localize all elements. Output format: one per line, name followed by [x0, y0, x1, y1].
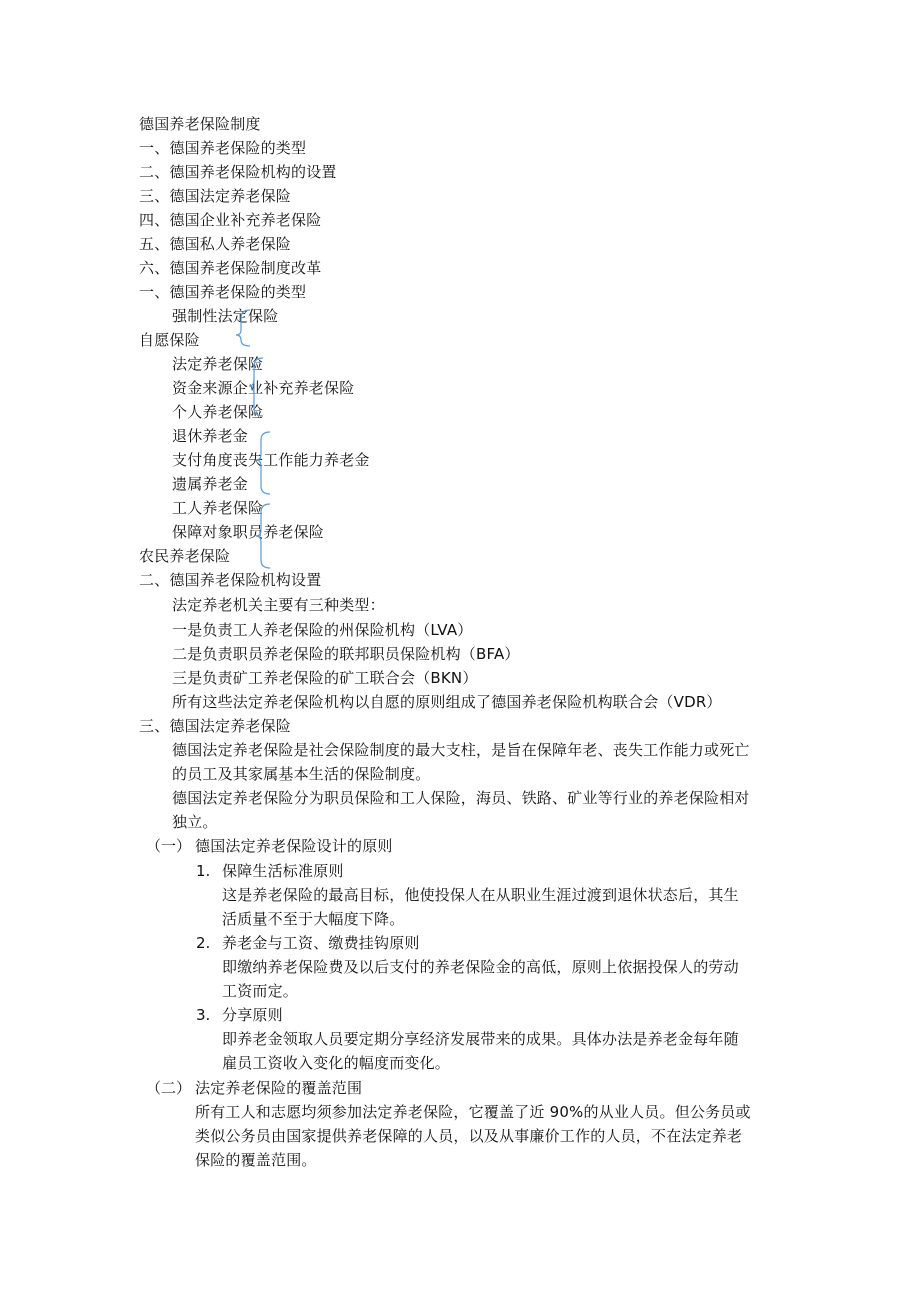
- list-item-title: 保障生活标准原则: [222, 862, 344, 880]
- toc-item: 三、德国法定养老保险: [139, 187, 292, 205]
- paragraph-line: 二是负责职员养老保险的联邦职员保险机构（BFA）: [172, 645, 520, 663]
- outline-line: 支付角度丧失工作能力养老金: [172, 451, 370, 469]
- paragraph-line: 一是负责工人养老保险的州保险机构（LVA）: [172, 621, 473, 639]
- paragraph-line: 德国法定养老保险是社会保险制度的最大支柱，是旨在保障年老、丧失工作能力或死亡: [172, 741, 750, 759]
- subsection-label: （一）: [146, 837, 192, 855]
- toc-item: 五、德国私人养老保险: [139, 235, 292, 253]
- outline-line: 强制性法定保险: [172, 307, 279, 325]
- paragraph-line: 德国法定养老保险分为职员保险和工人保险，海员、铁路、矿业等行业的养老保险相对: [172, 789, 750, 807]
- brace-covered: [256, 504, 270, 568]
- brace-payment: [256, 432, 270, 494]
- section-heading: 一、德国养老保险的类型: [139, 283, 307, 301]
- toc-item: 一、德国养老保险的类型: [139, 139, 307, 157]
- outline-line: 法定养老保险: [172, 355, 264, 373]
- paragraph-line: 所有工人和志愿均须参加法定养老保险，它覆盖了近 90%的从业人员。但公务员或: [195, 1103, 751, 1121]
- brace-mandatory-voluntary: [236, 310, 250, 346]
- outline-line: 农民养老保险: [139, 547, 231, 565]
- list-number: 2.: [196, 934, 211, 952]
- toc-item: 二、德国养老保险机构的设置: [139, 163, 337, 181]
- paragraph-line: 法定养老机关主要有三种类型：: [172, 596, 385, 614]
- paragraph-line: 保险的覆盖范围。: [195, 1151, 317, 1169]
- list-item-body: 即养老金领取人员要定期分享经济发展带来的成果。具体办法是养老金每年随: [222, 1030, 739, 1048]
- list-item-body: 这是养老保险的最高目标，他使投保人在从职业生涯过渡到退休状态后，其生: [222, 886, 739, 904]
- outline-line: 工人养老保险: [172, 499, 264, 517]
- outline-line: 保障对象职员养老保险: [172, 523, 325, 541]
- paragraph-line: 独立。: [172, 813, 218, 831]
- list-number: 1.: [196, 862, 211, 880]
- toc-item: 六、德国养老保险制度改革: [139, 259, 322, 277]
- list-item-body: 活质量不至于大幅度下降。: [222, 910, 405, 928]
- paragraph-line: 所有这些法定养老保险机构以自愿的原则组成了德国养老保险机构联合会（VDR）: [172, 693, 722, 711]
- list-item-body: 工资而定。: [222, 982, 299, 1000]
- subsection-label: （二）: [146, 1079, 192, 1097]
- list-item-title: 分享原则: [222, 1006, 283, 1024]
- list-item-title: 养老金与工资、缴费挂钩原则: [222, 934, 420, 952]
- outline-line: 个人养老保险: [172, 403, 264, 421]
- doc-title: 德国养老保险制度: [139, 115, 261, 133]
- outline-line: 退休养老金: [172, 427, 249, 445]
- subsection-heading: 德国法定养老保险设计的原则: [195, 837, 393, 855]
- brace-funding: [249, 358, 263, 416]
- paragraph-line: 的员工及其家属基本生活的保险制度。: [172, 765, 431, 783]
- list-number: 3.: [196, 1006, 211, 1024]
- toc-item: 四、德国企业补充养老保险: [139, 211, 322, 229]
- section-heading: 二、德国养老保险机构设置: [139, 571, 322, 589]
- paragraph-line: 三是负责矿工养老保险的矿工联合会（BKN）: [172, 669, 478, 687]
- list-item-body: 雇员工资收入变化的幅度而变化。: [222, 1054, 451, 1072]
- outline-line: 资金来源企业补充养老保险: [172, 379, 355, 397]
- outline-line: 遗属养老金: [172, 475, 249, 493]
- section-heading: 三、德国法定养老保险: [139, 717, 292, 735]
- subsection-heading: 法定养老保险的覆盖范围: [195, 1079, 363, 1097]
- paragraph-line: 类似公务员由国家提供养老保障的人员，以及从事廉价工作的人员，不在法定养老: [195, 1127, 743, 1145]
- list-item-body: 即缴纳养老保险费及以后支付的养老保险金的高低，原则上依据投保人的劳动: [222, 958, 739, 976]
- outline-line: 自愿保险: [139, 331, 200, 349]
